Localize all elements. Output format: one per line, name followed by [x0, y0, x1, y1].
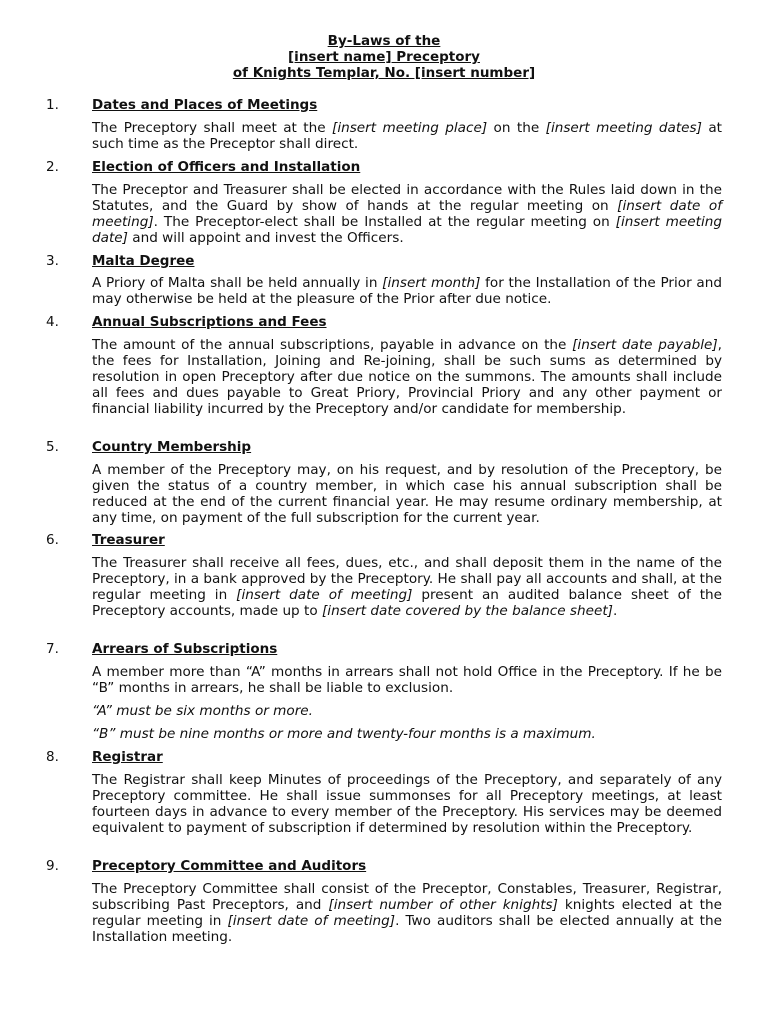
document-title — [0, 33, 768, 81]
section-7-note-a: “A” must be six months or more. — [92, 703, 313, 719]
section-title: Registrar — [92, 749, 163, 765]
section-6-body: The Treasurer shall receive all fees, dues, etc., and shall deposit them in the name of the Preceptory, in a bank approved by the Preceptory. He shall pay all accounts and shall, at the regular meeting in [insert date of meeting] present an audited balance sheet of the Preceptory accounts, made up to [insert date covered by the balance sheet]. — [92, 555, 722, 619]
title-line-3: of Knights Templar, No. [insert number] — [232, 65, 536, 81]
section-7-note-b: “B” must be nine months or more and twenty-four months is a maximum. — [92, 726, 596, 742]
section-number: 5. — [46, 439, 59, 455]
section-number: 6. — [46, 532, 59, 548]
section-7-body: A member more than “A” months in arrears shall not hold Office in the Preceptory. If he be “B” months in arrears, he shall be liable to exclusion. — [92, 664, 722, 696]
section-number: 7. — [46, 641, 59, 657]
section-1-body: The Preceptory shall meet at the [insert meeting place] on the [insert meeting dates] at such time as the Preceptor shall direct. — [92, 120, 723, 152]
section-8-heading — [0, 748, 768, 766]
section-9-body: The Preceptory Committee shall consist of the Preceptor, Constables, Treasurer, Registrar, subscribing Past Preceptors, and [insert number of other knights] knights elected at the regular meeting in [insert date of meeting]. Two auditors shall be elected annually at the Installation meeting. — [92, 881, 722, 945]
section-3-body: A Priory of Malta shall be held annually in [insert month] for the Installation of the Prior and may otherwise be held at the pleasure of the Prior after due notice. — [92, 275, 722, 307]
section-8-body: The Registrar shall keep Minutes of proceedings of the Preceptory, and separately of any Preceptory committee. He shall issue summonses for all Preceptory meetings, at least fourteen days in advance to every member of the Preceptory. His services may be deemed equivalent to payment of subscription if determined by resolution within the Preceptory. — [92, 772, 722, 836]
section-number: 8. — [46, 749, 59, 765]
section-9-heading — [0, 857, 768, 875]
section-2-body: The Preceptor and Treasurer shall be elected in accordance with the Rules laid down in the Statutes, and the Guard by show of hands at the regular meeting on [insert date of meeting]. The Preceptor-elect shall be Installed at the regular meeting on [insert meeting date] and will appoint and invest the Officers. — [92, 182, 723, 246]
section-title: Malta Degree — [92, 253, 195, 269]
title-line-2: [insert name] Preceptory — [288, 49, 480, 65]
section-title: Country Membership — [92, 439, 252, 455]
section-2-heading — [0, 158, 768, 176]
section-number: 2. — [46, 159, 59, 175]
section-title: Treasurer — [92, 532, 165, 548]
section-5-body: A member of the Preceptory may, on his request, and by resolution of the Preceptory, be given the status of a country member, in which case his annual subscription shall be reduced at the end of the current financial year. He may resume ordinary membership, at any time, on payment of the full subscription for the current year. — [92, 462, 722, 526]
section-title: Arrears of Subscriptions — [92, 641, 278, 657]
section-5-heading — [0, 438, 768, 456]
section-title: Dates and Places of Meetings — [92, 97, 318, 113]
section-4-heading — [0, 313, 768, 331]
section-title: Annual Subscriptions and Fees — [92, 314, 327, 330]
section-4-body: The amount of the annual subscriptions, payable in advance on the [insert date payable], the fees for Installation, Joining and Re-joining, shall be such sums as determined by resolution in open Preceptory after due notice on the summons. The amounts shall include all fees and dues payable to Great Priory, Provincial Priory and any other payment or financial liability incurred by the Preceptory and/or candidate for membership. — [92, 337, 722, 417]
section-7-heading — [0, 640, 768, 658]
section-number: 3. — [46, 253, 59, 269]
section-6-heading — [0, 531, 768, 549]
title-line-1: By-Laws of the — [327, 33, 441, 49]
section-title: Preceptory Committee and Auditors — [92, 858, 367, 874]
section-title: Election of Officers and Installation — [92, 159, 361, 175]
section-1-heading — [0, 96, 768, 114]
section-3-heading — [0, 252, 768, 270]
section-number: 1. — [46, 97, 59, 113]
section-number: 9. — [46, 858, 59, 874]
section-number: 4. — [46, 314, 59, 330]
